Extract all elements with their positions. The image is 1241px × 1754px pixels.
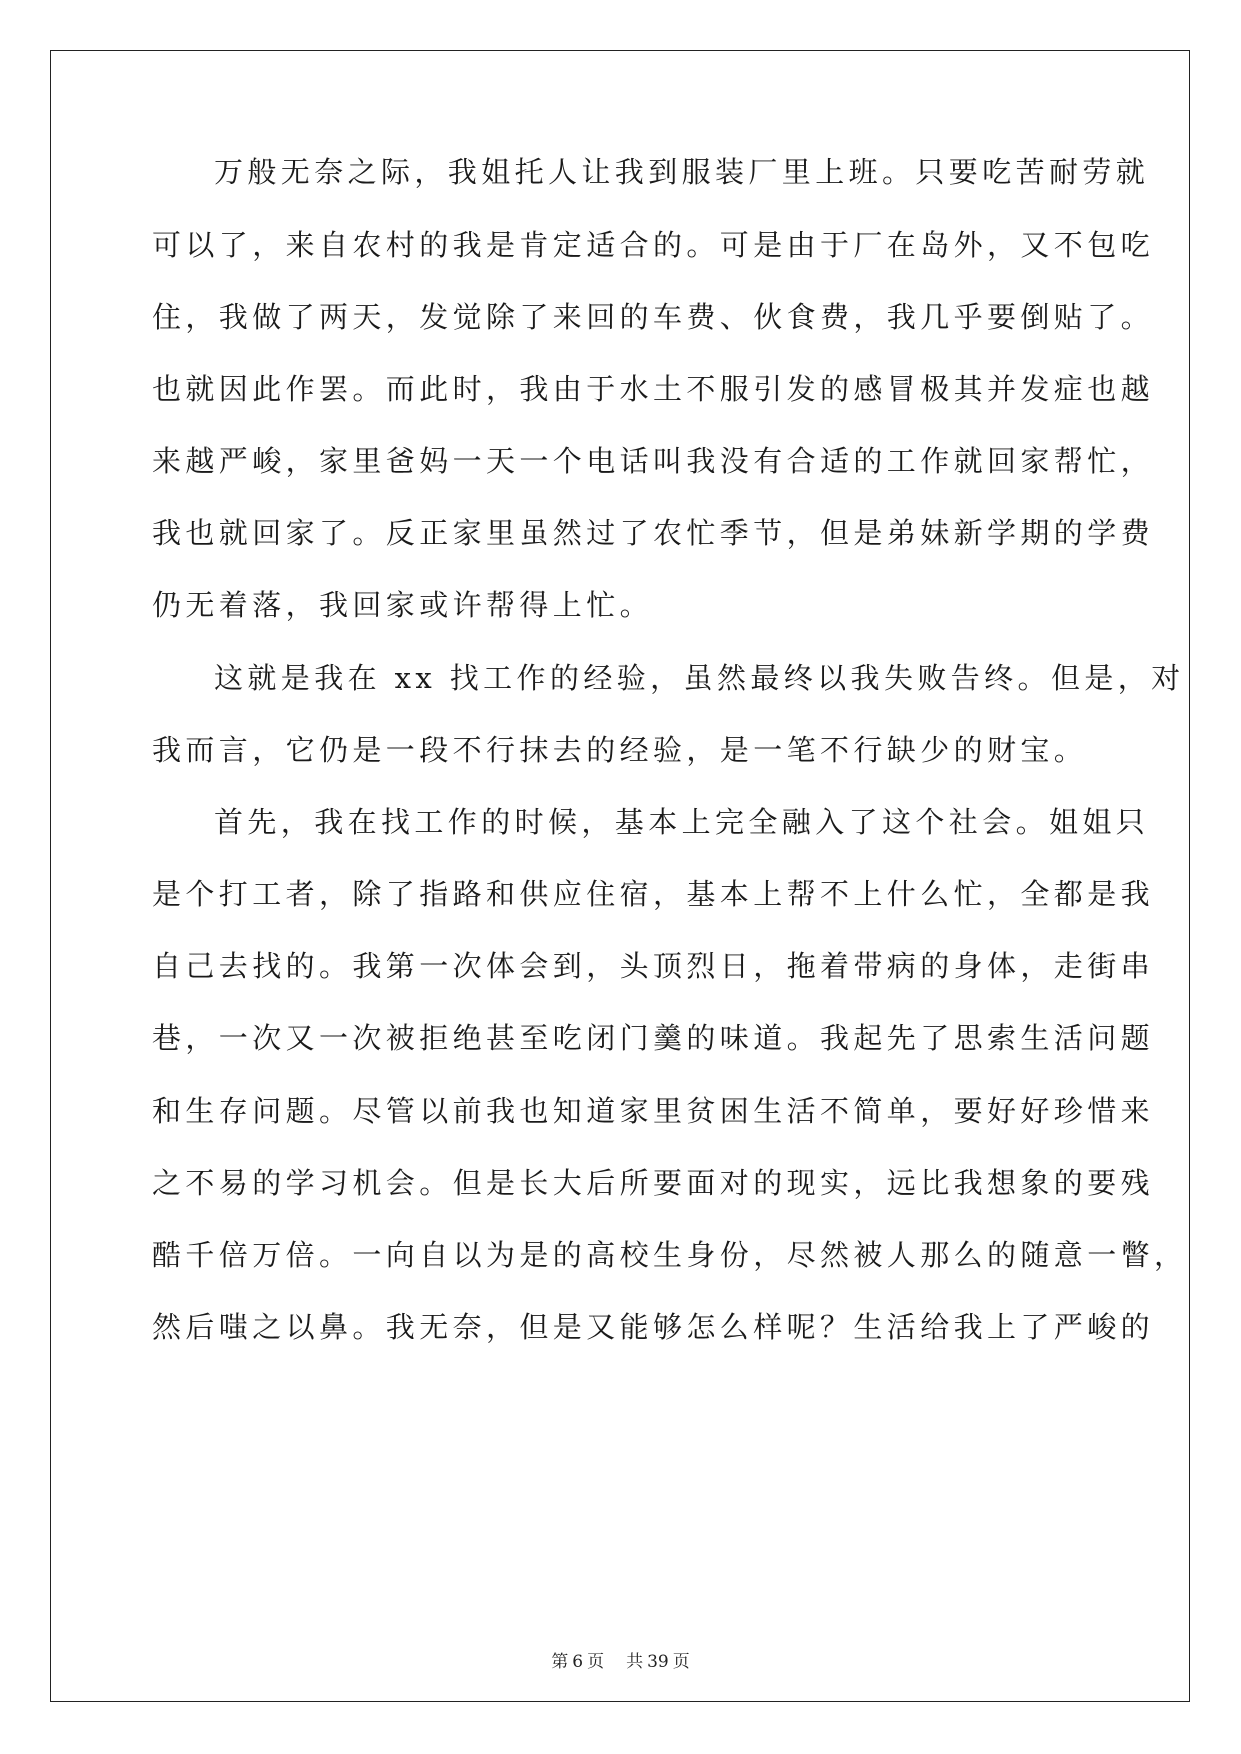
paragraph-line: 也就因此作罢。而此时，我由于水土不服引发的感冒极其并发症也越 [152,372,1155,406]
paragraph-line: 是个打工者，除了指路和供应住宿，基本上帮不上什么忙，全都是我 [152,877,1155,911]
paragraph-line: 然后嗤之以鼻。我无奈，但是又能够怎么样呢？生活给我上了严峻的 [152,1310,1155,1344]
paragraph-line: 自己去找的。我第一次体会到，头顶烈日，拖着带病的身体，走街串 [152,949,1155,983]
paragraph-line: 来越严峻，家里爸妈一天一个电话叫我没有合适的工作就回家帮忙， [152,444,1155,478]
page-suffix: 页 [587,1652,605,1672]
page-prefix: 第 [551,1652,569,1672]
paragraph-line: 仍无着落，我回家或许帮得上忙。 [152,588,654,622]
total-suffix: 页 [672,1652,690,1672]
paragraph-line: 我也就回家了。反正家里虽然过了农忙季节，但是弟妹新学期的学费 [152,516,1155,550]
total-pages: 39 [647,1652,669,1672]
page-footer [0,1650,1241,1674]
paragraph-line: 之不易的学习机会。但是长大后所要面对的现实，远比我想象的要残 [152,1166,1155,1200]
paragraph-line: 可以了，来自农村的我是肯定适合的。可是由于厂在岛外，又不包吃 [152,228,1155,262]
total-prefix: 共 [626,1652,644,1672]
paragraph-line: 和生存问题。尽管以前我也知道家里贫困生活不简单，要好好珍惜来 [152,1094,1155,1128]
paragraph-line: 首先，我在找工作的时候，基本上完全融入了这个社会。姐姐只 [214,805,1150,839]
paragraph-line: 我而言，它仍是一段不行抹去的经验，是一笔不行缺少的财宝。 [152,733,1088,767]
paragraph-line: 这就是我在 xx 找工作的经验，虽然最终以我失败告终。但是，对 [214,661,1185,695]
page-number: 6 [572,1652,584,1672]
paragraph-line: 住，我做了两天，发觉除了来回的车费、伙食费，我几乎要倒贴了。 [152,300,1155,334]
paragraph-line: 万般无奈之际，我姐托人让我到服装厂里上班。只要吃苦耐劳就 [214,155,1150,189]
paragraph-line: 巷，一次又一次被拒绝甚至吃闭门羹的味道。我起先了思索生活问题 [152,1021,1155,1055]
paragraph-line: 酷千倍万倍。一向自以为是的高校生身份，尽然被人那么的随意一瞥， [152,1238,1188,1272]
